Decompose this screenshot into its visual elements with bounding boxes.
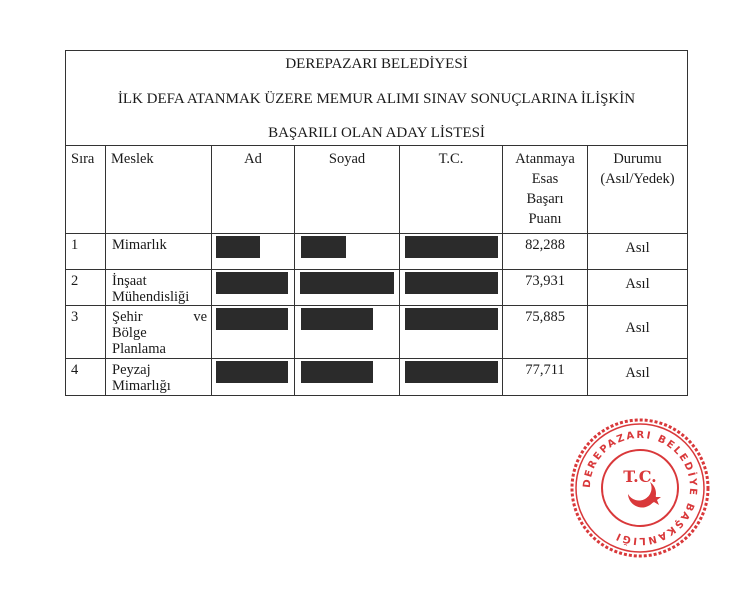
- redaction-bar: [301, 236, 346, 258]
- redaction-bar: [405, 236, 498, 258]
- cell-ad: [212, 234, 295, 270]
- redaction-bar: [301, 308, 373, 330]
- header-puan: Atanmaya Esas Başarı Puanı: [503, 146, 588, 234]
- list-title: BAŞARILI OLAN ADAY LİSTESİ: [268, 125, 485, 141]
- cell-meslek: Şehir ve Bölge Planlama: [106, 306, 212, 359]
- cell-soyad: [295, 234, 400, 270]
- redaction-bar: [405, 272, 498, 294]
- header-ad: Ad: [212, 146, 295, 234]
- cell-sira: 2: [66, 270, 106, 306]
- svg-text:DEREPAZARI BELEDİYE BAŞKANLIĞI: DEREPAZARI BELEDİYE BAŞKANLIĞI: [581, 429, 699, 547]
- cell-soyad: [295, 270, 400, 306]
- redaction-bar: [300, 272, 394, 294]
- table-header: [66, 146, 688, 234]
- cell-durum: Asıl: [588, 234, 688, 270]
- redaction-bar: [301, 361, 373, 383]
- cell-ad: [212, 270, 295, 306]
- cell-soyad: [295, 359, 400, 396]
- cell-meslek: Peyzaj Mimarlığı: [106, 359, 212, 396]
- cell-meslek: İnşaat Mühendisliği: [106, 270, 212, 306]
- redaction-bar: [405, 361, 498, 383]
- cell-ad: [212, 359, 295, 396]
- table-row: [66, 234, 688, 270]
- cell-soyad: [295, 306, 400, 359]
- cell-puan: 77,711: [503, 359, 588, 396]
- candidate-table: [65, 50, 688, 396]
- redaction-bar: [216, 308, 288, 330]
- table-row: [66, 270, 688, 306]
- cell-meslek: Mimarlık: [106, 234, 212, 270]
- cell-sira: 4: [66, 359, 106, 396]
- seal-center-text: T.C.: [623, 467, 657, 486]
- cell-durum: Asıl: [588, 359, 688, 396]
- table-row: [66, 306, 688, 359]
- cell-sira: 3: [66, 306, 106, 359]
- table-row: [66, 359, 688, 396]
- redaction-bar: [216, 361, 288, 383]
- cell-tc: [400, 234, 503, 270]
- cell-durum: Asıl: [588, 306, 688, 359]
- exam-title: İLK DEFA ATANMAK ÜZERE MEMUR ALIMI SINAV SONUÇLARINA İLİŞKİN: [117, 91, 636, 107]
- cell-ad: [212, 306, 295, 359]
- document-title: [66, 51, 688, 146]
- official-seal-icon: [568, 416, 712, 560]
- redaction-bar: [216, 236, 260, 258]
- header-durum: Durumu (Asıl/Yedek): [588, 146, 688, 234]
- cell-tc: [400, 306, 503, 359]
- header-tc: T.C.: [400, 146, 503, 234]
- cell-puan: 73,931: [503, 270, 588, 306]
- redaction-bar: [216, 272, 288, 294]
- cell-tc: [400, 270, 503, 306]
- cell-puan: 82,288: [503, 234, 588, 270]
- header-sira: Sıra: [66, 146, 106, 234]
- header-meslek: Meslek: [106, 146, 212, 234]
- redaction-bar: [405, 308, 498, 330]
- cell-tc: [400, 359, 503, 396]
- municipality-name: DEREPAZARI BELEDİYESİ: [285, 56, 468, 72]
- cell-sira: 1: [66, 234, 106, 270]
- header-soyad: Soyad: [295, 146, 400, 234]
- cell-durum: Asıl: [588, 270, 688, 306]
- cell-puan: 75,885: [503, 306, 588, 359]
